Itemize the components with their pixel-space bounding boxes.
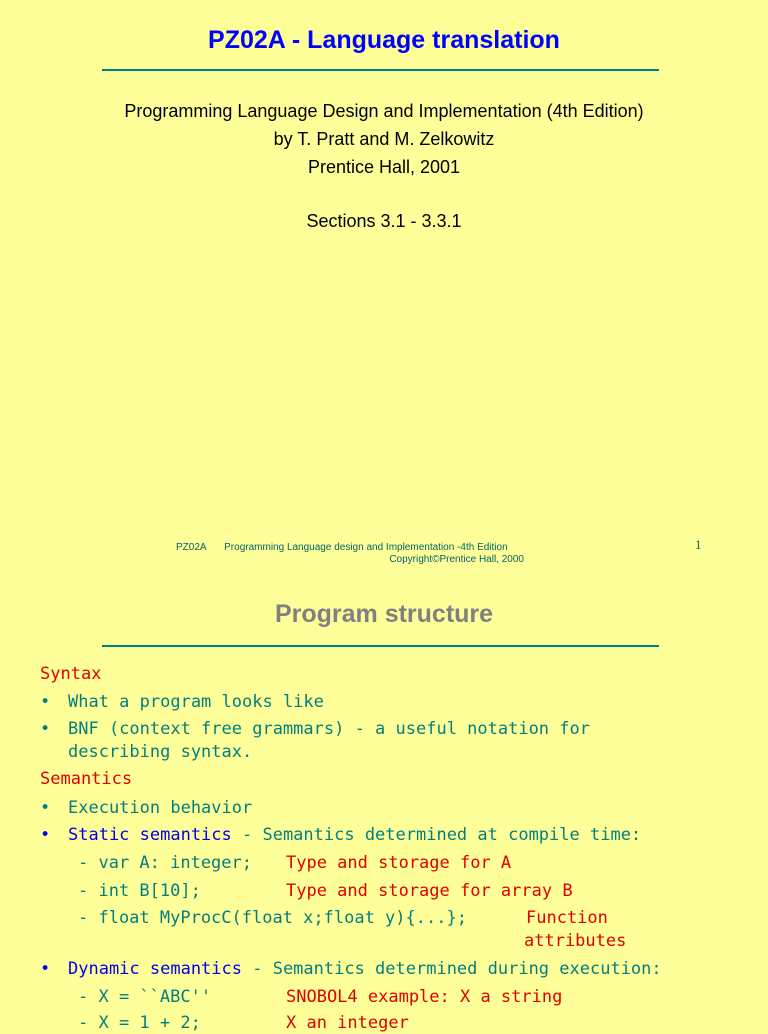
term-static-semantics: Static semantics [68, 825, 232, 845]
code-note: X an integer [286, 1013, 409, 1033]
bullet-glyph: • [40, 825, 51, 845]
term-description: - Semantics determined during execution: [242, 959, 662, 979]
syntax-heading: Syntax [40, 664, 102, 684]
code-note: SNOBOL4 example: X a string [286, 987, 563, 1007]
bullet-text: Execution behavior [68, 798, 253, 818]
sections: Sections 3.1 - 3.3.1 [306, 211, 462, 231]
page-number: 1 [695, 537, 702, 552]
bullet-glyph: • [40, 798, 51, 818]
book-title: Programming Language Design and Implementation (4th Edition) [124, 101, 644, 121]
bullet-glyph: • [40, 959, 51, 979]
code-item: - float MyProcC(float x;float y){...}; [78, 908, 467, 928]
code-note-continued: attributes [524, 931, 627, 951]
term-description: - Semantics determined at compile time: [231, 825, 642, 845]
code-note: Type and storage for A [286, 853, 512, 873]
bullet-text: What a program looks like [68, 692, 324, 712]
static-semantics-line [68, 824, 641, 846]
semantics-heading: Semantics [40, 769, 133, 789]
slide-title: PZ02A - Language translation [208, 26, 560, 54]
footer-text: Programming Language design and Implementation -4th Edition [224, 542, 508, 553]
code-item: - var A: integer; [78, 853, 252, 873]
term-dynamic-semantics: Dynamic semantics [68, 959, 242, 979]
publisher: Prentice Hall, 2001 [307, 157, 461, 177]
code-item: - int B[10]; [78, 881, 201, 901]
footer-copyright: Copyright©Prentice Hall, 2000 [389, 554, 524, 565]
code-item: - X = 1 + 2; [78, 1013, 201, 1033]
slide-title: Program structure [274, 600, 494, 628]
bullet-glyph: • [40, 719, 51, 739]
authors: by T. Pratt and M. Zelkowitz [273, 129, 495, 149]
bullet-text-continued: describing syntax. [68, 742, 253, 762]
dynamic-semantics-line [68, 958, 662, 980]
code-item: - X = ``ABC'' [78, 987, 212, 1007]
bullet-glyph: • [40, 692, 51, 712]
slide-footer [176, 542, 524, 566]
code-note: Function [526, 908, 608, 928]
footer-code: PZ02A [176, 542, 207, 553]
code-note: Type and storage for array B [286, 881, 573, 901]
bullet-text: BNF (context free grammars) - a useful notation for [68, 719, 590, 739]
title-divider [102, 645, 659, 647]
slide-2 [0, 580, 768, 1033]
title-divider [102, 69, 659, 71]
